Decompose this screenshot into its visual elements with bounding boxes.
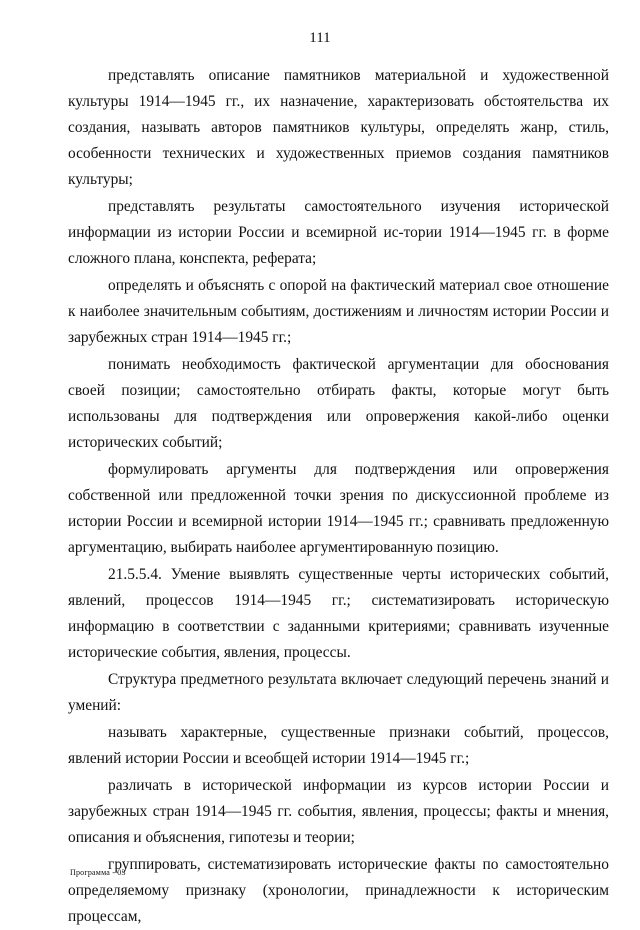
paragraph: формулировать аргументы для подтверждения или опровержения собственной или предложенной точки зрения по дискуссионной проблеме из истории России и всемирной истории 1914—1945 гг.; сравнивать предложенную аргументацию, выбирать наиболее аргументированную позицию. (68, 461, 609, 556)
document-body (68, 63, 609, 930)
paragraph: понимать необходимость фактической аргументации для обоснования своей позиции; самостоятельно отбирать факты, которые могут быть использованы для подтверждения или опровержения какой-либо оценки исторических событий; (68, 356, 609, 451)
paragraph: группировать, систематизировать исторические факты по самостоятельно определяемому признаку (хронологии, принадлежности к историческим процессам, (68, 856, 609, 925)
paragraph: Структура предметного результата включает следующий перечень знаний и умений: (68, 671, 609, 714)
paragraph: определять и объяснять с опорой на фактический материал свое отношение к наиболее значительным событиям, достижениям и личностям истории России и зарубежных стран 1914—1945 гг.; (68, 277, 609, 346)
paragraph: представлять описание памятников материальной и художественной культуры 1914—1945 гг., их назначение, характеризовать обстоятельства их создания, называть авторов памятников культуры, определять жанр, стиль, особенности технических и художественных приемов создания памятников культуры; (68, 67, 609, 188)
paragraph: называть характерные, существенные признаки событий, процессов, явлений истории России и всеобщей истории 1914—1945 гг.; (68, 724, 609, 767)
section-paragraph: 21.5.5.4. Умение выявлять существенные черты исторических событий, явлений, процессов 1914—1945 гг.; систематизировать историческую информацию в соответствии с заданными критериями; сравнивать изученные исторические события, явления, процессы. (68, 566, 609, 661)
footer-label: Программа - 03 (70, 868, 126, 877)
paragraph: представлять результаты самостоятельного изучения исторической информации из истории России и всемирной ис-тории 1914—1945 гг. в форме сложного плана, конспекта, реферата; (68, 198, 609, 267)
page-number: 111 (309, 30, 331, 46)
paragraph: различать в исторической информации из курсов истории России и зарубежных стран 1914—1945 гг. события, явления, процессы; факты и мнения, описания и объяснения, гипотезы и теории; (68, 777, 609, 846)
